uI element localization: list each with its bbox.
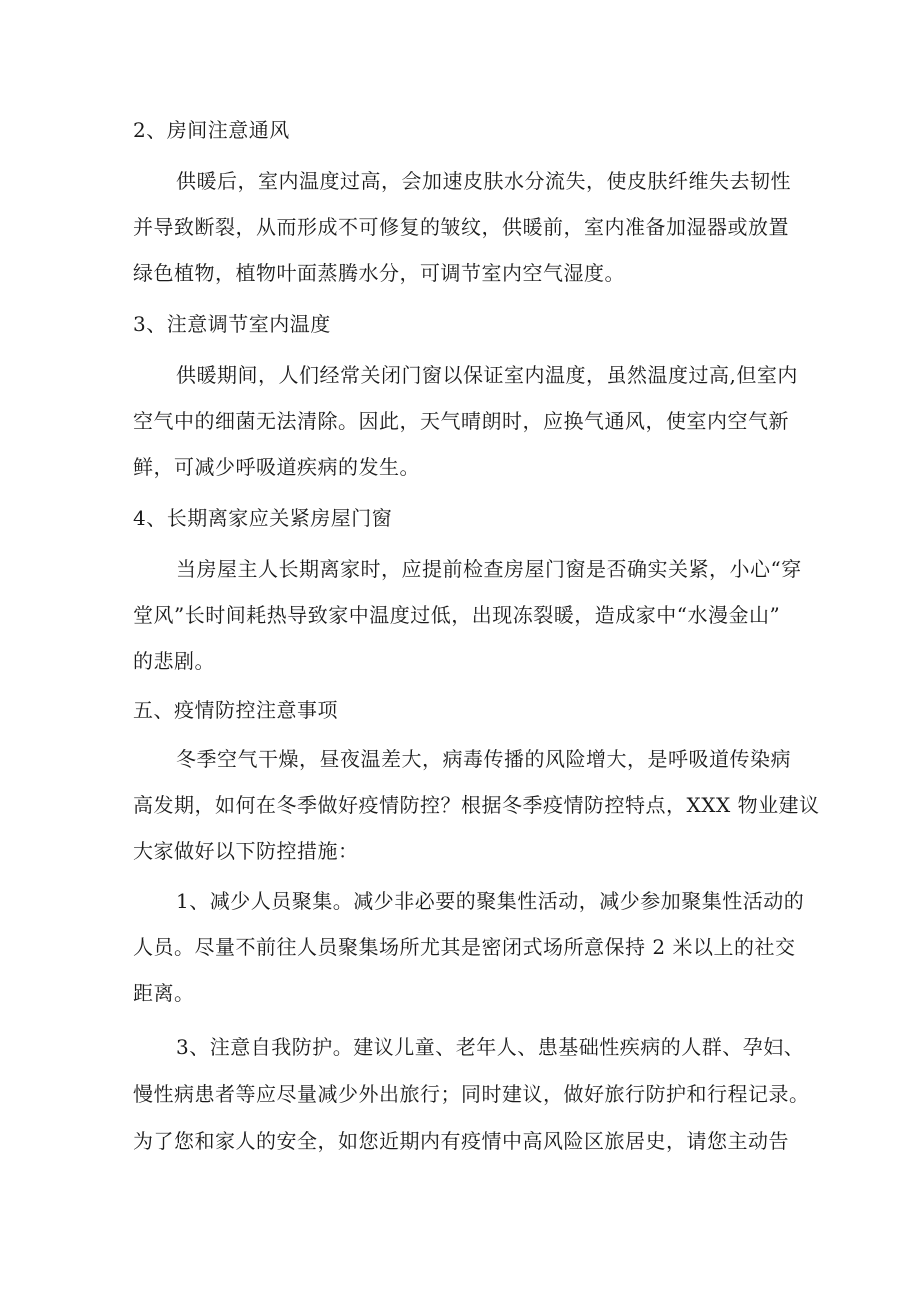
paragraph-line: 冬季空气干燥，昼夜温差大，病毒传播的风险增大，是呼吸道传染病 bbox=[176, 747, 791, 771]
paragraph-line: 的悲剧。 bbox=[133, 649, 215, 673]
paragraph-line: 距离。 bbox=[133, 981, 195, 1005]
section-heading: 2、房间注意通风 bbox=[133, 118, 290, 142]
section-heading: 五、疫情防控注意事项 bbox=[133, 698, 338, 722]
paragraph-line: 供暖期间，人们经常关闭门窗以保证室内温度，虽然温度过高,但室内 bbox=[176, 363, 798, 387]
paragraph-line: 1、减少人员聚集。减少非必要的聚集性活动，减少参加聚集性活动的 bbox=[176, 889, 805, 913]
paragraph-line: 高发期，如何在冬季做好疫情防控？根据冬季疫情防控特点，XXX 物业建议 bbox=[133, 793, 820, 817]
paragraph-line: 堂风”长时间耗热导致家中温度过低，出现冻裂暖，造成家中“水漫金山” bbox=[133, 603, 781, 627]
paragraph-line: 并导致断裂，从而形成不可修复的皱纹，供暖前，室内准备加湿器或放置 bbox=[133, 215, 789, 239]
paragraph-line: 当房屋主人长期离家时，应提前检查房屋门窗是否确实关紧，小心“穿 bbox=[176, 557, 802, 581]
paragraph-line: 鲜，可减少呼吸道疾病的发生。 bbox=[133, 455, 420, 479]
paragraph-line: 大家做好以下防控措施： bbox=[133, 839, 359, 863]
paragraph-line: 空气中的细菌无法清除。因此，天气晴朗时，应换气通风，使室内空气新 bbox=[133, 409, 789, 433]
paragraph-line: 慢性病患者等应尽量减少外出旅行；同时建议，做好旅行防护和行程记录。 bbox=[133, 1082, 810, 1106]
paragraph-line: 供暖后，室内温度过高，会加速皮肤水分流失，使皮肤纤维失去韧性 bbox=[176, 169, 791, 193]
section-heading: 4、长期离家应关紧房屋门窗 bbox=[133, 506, 393, 530]
paragraph-line: 3、注意自我防护。建议儿童、老年人、患基础性疾病的人群、孕妇、 bbox=[176, 1035, 805, 1059]
paragraph-line: 为了您和家人的安全，如您近期内有疫情中高风险区旅居史，请您主动告 bbox=[133, 1129, 789, 1153]
paragraph-line: 人员。尽量不前往人员聚集场所尤其是密闭式场所意保持 2 米以上的社交 bbox=[133, 935, 796, 959]
section-heading: 3、注意调节室内温度 bbox=[133, 312, 331, 336]
paragraph-line: 绿色植物，植物叶面蒸腾水分，可调节室内空气湿度。 bbox=[133, 261, 625, 285]
